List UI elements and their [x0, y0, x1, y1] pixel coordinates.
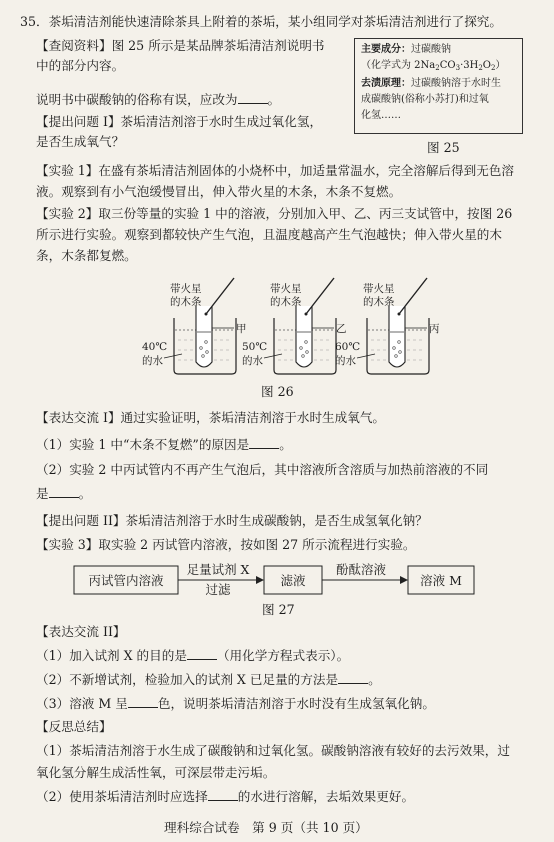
principle-text: 成碳酸钠(俗称小苏打)和过氧 — [361, 94, 489, 105]
text-line: 说明书中碳酸钠的俗称有误，应改为 。 — [36, 92, 281, 107]
text-line: 【提出问题 I】茶垢清洁剂溶于水时生成过氧化氢， — [36, 114, 323, 129]
flow-box-tube-solution-label: 丙试管内溶液 — [88, 573, 164, 588]
glowing-tip-icon — [398, 313, 401, 316]
section-header: 【表达交流 II】 — [36, 624, 126, 639]
answer-blank — [208, 789, 238, 801]
splint-label: 的木条 — [363, 296, 395, 308]
test-tube — [296, 306, 312, 367]
leader-line — [164, 354, 182, 358]
splint-label: 带火星 — [270, 283, 302, 295]
splint-label: 的木条 — [270, 296, 302, 308]
tube-name-label: 甲 — [236, 323, 247, 335]
water-temperature-label: 60℃ — [335, 341, 361, 353]
text-line: 【实验 1】在盛有茶垢清洁剂固体的小烧杯中，加适量常温水，完全溶解后得到无色溶 — [36, 163, 514, 178]
text-line: 中的部分内容。 — [36, 58, 125, 73]
answer-blank — [338, 672, 368, 684]
flow-arrow-2-top-label: 酚酞溶液 — [335, 562, 387, 577]
text-line: 【提出问题 II】茶垢清洁剂溶于水时生成碳酸钠，是否生成氢氧化钠？ — [36, 513, 428, 528]
apparatus-yi — [242, 278, 347, 374]
wooden-splint — [206, 278, 234, 314]
glowing-tip-icon — [205, 313, 208, 316]
text-segment: 说明书中碳酸钠的俗称有误，应改为 — [36, 92, 238, 107]
text-line: 条，木条都复燃。 — [36, 248, 137, 263]
glowing-tip-icon — [305, 313, 308, 316]
wooden-splint — [306, 278, 334, 314]
water-temperature-label: 40℃ — [142, 341, 168, 353]
principle-label: 去渍原理： — [361, 78, 411, 89]
text-line: （2）使用茶垢清洁剂时应选择 的水进行溶解，去垢效果更好。 — [36, 789, 415, 804]
splint-label: 的木条 — [170, 296, 202, 308]
text-line: 【表达交流 I】通过实验证明，茶垢清洁剂溶于水时生成氧气。 — [36, 410, 386, 425]
text-line: 是否生成氧气？ — [36, 134, 125, 149]
flow-arrow-1-bottom-label: 过滤 — [205, 582, 231, 597]
water-temperature-label: 50℃ — [242, 341, 268, 353]
water-label: 的水 — [142, 355, 163, 367]
question-intro: 35．茶垢清洁剂能快速清除茶具上附着的茶垢，某小组同学对茶垢清洁剂进行了探究。 — [20, 14, 502, 29]
wooden-splint — [399, 278, 427, 314]
text-line: 所示进行实验。观察到都较快产生气泡，且温度越高产生气泡越快；伸入带火星的木 — [36, 227, 502, 242]
leader-line — [264, 354, 282, 358]
figure-27-caption: 图 27 — [262, 602, 295, 617]
answer-blank — [128, 696, 158, 708]
splint-label: 带火星 — [363, 283, 395, 295]
test-tube — [196, 306, 212, 367]
text-line: 液。观察到有小气泡缓慢冒出，伸入带火星的木条，木条不复燃。 — [36, 184, 402, 199]
text-line: （2）实验 2 中丙试管内不再产生气泡后，其中溶液所含溶质与加热前溶液的不同 — [36, 462, 489, 477]
flow-box-solution-m-label: 溶液 M — [420, 573, 462, 588]
answer-blank — [187, 648, 217, 660]
tube-name-label: 乙 — [336, 323, 347, 335]
arrowhead-icon — [256, 576, 264, 584]
text-line: 【实验 3】取实验 2 丙试管内溶液，按如图 27 所示流程进行实验。 — [36, 537, 416, 552]
text-line: 【实验 2】取三份等量的实验 1 中的溶液，分别加入甲、乙、丙三支试管中，按图 26 — [36, 206, 513, 221]
apparatus-jia — [142, 278, 247, 374]
text-line: （1）茶垢清洁剂溶于水生成了碳酸钠和过氧化氢。碳酸钠溶液有较好的去污效果，过 — [36, 743, 510, 758]
figure-25-caption: 图 25 — [427, 140, 460, 155]
ingredient-label: 主要成分： — [361, 44, 411, 55]
arrowhead-icon — [400, 576, 408, 584]
text-line: 【查阅资料】图 25 所示是某品牌茶垢清洁剂说明书 — [36, 38, 325, 53]
answer-blank — [249, 437, 279, 449]
flow-arrow-1-top-label: 足量试剂 X — [186, 562, 250, 577]
text-line: （1）加入试剂 X 的目的是 （用化学方程式表示）。 — [36, 648, 350, 663]
text-line: 氧化氢分解生成活性氧，可深层带走污垢。 — [36, 765, 276, 780]
answer-blank — [49, 486, 79, 498]
water-label: 的水 — [242, 355, 263, 367]
test-tube — [389, 306, 405, 367]
water-label: 的水 — [335, 355, 356, 367]
tube-name-label: 丙 — [429, 323, 440, 335]
figure-27-flowchart — [74, 562, 474, 597]
principle-text: 过碳酸钠溶于水时生 — [411, 78, 501, 89]
text-line: （3）溶液 M 呈 色，说明茶垢清洁剂溶于水时没有生成氢氧化钠。 — [36, 696, 435, 711]
text-line: （2）不新增试剂，检验加入的试剂 X 已足量的方法是 。 — [36, 672, 381, 687]
text-line: 是 。 — [36, 486, 92, 501]
chemical-formula: （化学式为 $2Na_2CO_3\cdot 3H_2O_2$） — [361, 60, 506, 72]
figure-26-caption: 图 26 — [261, 384, 294, 399]
flow-box-filtrate-label: 滤液 — [280, 573, 306, 588]
text-line: （1）实验 1 中“木条不复燃”的原因是 。 — [36, 437, 292, 452]
leader-line — [357, 354, 375, 358]
splint-label: 带火星 — [170, 283, 202, 295]
page-footer: 理科综合试卷 第 9 页（共 10 页） — [164, 820, 368, 835]
apparatus-bing — [335, 278, 440, 374]
ingredient-text: 过碳酸钠 — [411, 44, 451, 55]
section-header: 【反思总结】 — [36, 719, 112, 734]
principle-text: 化氢…… — [361, 110, 401, 121]
